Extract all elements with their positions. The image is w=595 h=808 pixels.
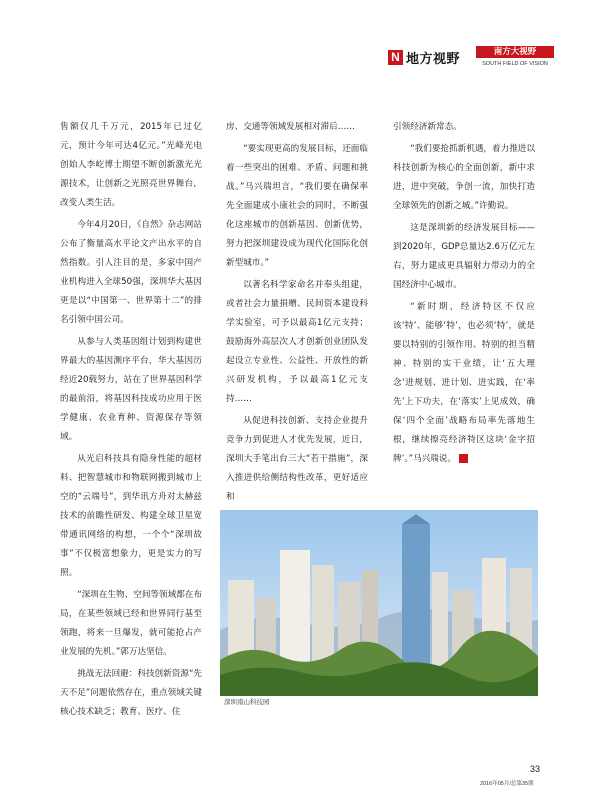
end-mark-icon (459, 454, 468, 463)
paragraph: 从光启科技具有隐身性能的超材料、把智慧城市和物联网搬到城市上空的“云端号”，到华讯方舟对太赫兹技术的前瞻性研发、构建全球卫星宽带通讯网络的构想，一个个“深圳故事”不仅极富想象力，更是实力的写照。 (60, 454, 202, 578)
paragraph: 从参与人类基因组计划到构建世界最大的基因测序平台，华大基因历经近20载努力，站在了世界基因科学的最前沿，将基因科技成功应用于医学健康、农业育种、资源保存等领域。 (60, 337, 202, 442)
n-logo-icon: N (388, 50, 403, 65)
section-tag: 南方大视野 (476, 46, 554, 58)
paragraph: 以著名科学家命名并奉头组建，或者社会力量捐赠、民间资本建设科学实验室，可予以最高1亿元支持；鼓励海外高层次人才创新创业团队发起设立专业性、公益性、开放性的新兴研发机构，予以最高1亿元支持…… (226, 280, 368, 404)
page-number: 33 (530, 764, 541, 774)
section-brand: 地方视野 (406, 52, 461, 67)
paragraph: 引领经济新常态。 (393, 122, 462, 132)
paragraph: 挑战无法回避：科技创新资源“先天不足”问题依然存在，重点领域关键核心技术缺乏；教育、医疗、住 (60, 669, 202, 717)
city-skyline-photo (220, 510, 538, 696)
paragraph: “要实现更高的发展目标，还面临着一些突出的困难、矛盾、问题和挑战。”马兴瑞坦言，“我们要在确保率先全面建成小康社会的同时，不断强化这座城市的创新基因、创新优势，努力把深圳建设成为现代化国际化创新型城市。” (226, 144, 368, 268)
magazine-header (388, 46, 560, 72)
issue-info: 2016年05月/总第35期 (480, 781, 534, 787)
skyline-illustration (220, 510, 538, 696)
paragraph: 从促进科技创新、支持企业提升竞争力到促进人才优先发展，近日，深圳大手笔出台三大“若干措施”，深入推进供给侧结构性改革，更好适应和 (226, 416, 368, 502)
paragraph (393, 298, 535, 469)
paragraph: “深圳在生物、空间等领域都在布局，在某些领域已经和世界同行基至领跑，将来一旦爆发，就可能抢占产业发展的先机。”郭万达坚信。 (60, 590, 202, 657)
paragraph: 今年4月20日，《自然》杂志网站公布了衡量高水平论文产出水平的自然指数。引人注目的是，多家中国产业机构进入全球50强，深圳华大基因更是以“中国第一、世界第十二”的排名引领中国公司。 (60, 220, 202, 325)
article-column-3 (393, 118, 535, 472)
article-column-1 (60, 118, 202, 725)
section-tag-english: SOUTH FIELD OF VISION (482, 61, 548, 67)
paragraph: 房、交通等领域发展相对滞后…… (226, 122, 355, 132)
paragraph: “我们要抢抓新机遇，着力推进以科技创新为核心的全面创新，新中求进，进中突破，争创一流，加快打造全球领先的创新之城。”许勤说。 (393, 144, 535, 211)
paragraph: 这是深圳新的经济发展目标——到2020年，GDP总量达2.6万亿元左右，努力建成更具辐射力带动力的全国经济中心城市。 (393, 223, 535, 290)
photo-caption: 深圳南山科技园 (224, 698, 270, 706)
article-column-2 (226, 118, 368, 510)
paragraph-text: “新时期，经济特区不仅应该‘特’、能够‘特’，也必须‘特’，就是要以特别的引领作用、特别的担当精神、特别的实干业绩，让‘五大理念’进规划、进计划、进实践，在‘率先’上下功夫，在‘落实’上见成效，确保‘四个全面’战略布局率先落地生根，继续擦亮经济特区这块‘金字招牌’。”马兴瑞说。 (393, 302, 535, 464)
paragraph: 售额仅几千万元，2015年已过亿元，预计今年可达4亿元。”光峰光电创始人李屹博士期望不断创新激光光源技术，让创新之光照亮世界舞台，改变人类生活。 (60, 122, 202, 208)
